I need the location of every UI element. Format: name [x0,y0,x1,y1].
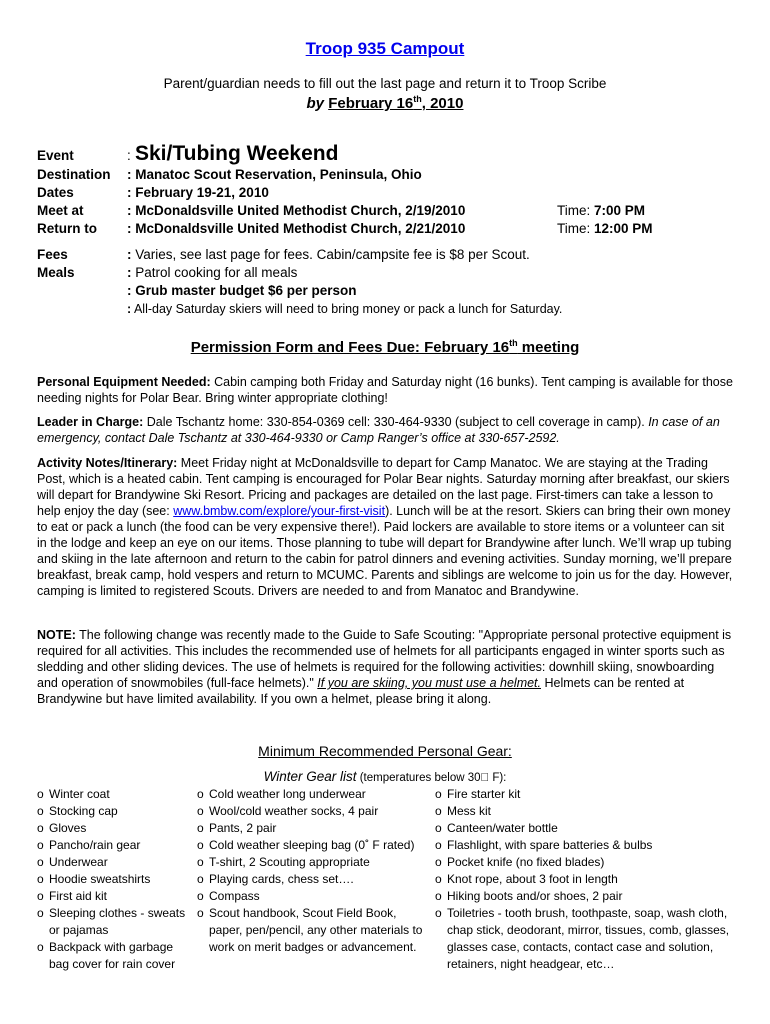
destination-key: Destination [37,167,111,182]
gear-item [435,854,730,871]
event-colon: : [127,148,131,163]
saturday-row [37,300,737,318]
winter-gear-note: (temperatures below 30  F): [356,772,507,784]
gear-item-text: Toiletries - tooth brush, toothpaste, soap, wash cloth, chap stick, deodorant, mirror, tissues, comb, glasses, glasses case, contacts, contact case and solution, retainers, night headgear, etc… [447,906,730,971]
gear-item [197,786,427,803]
bullet: o [435,855,442,869]
gear-item [37,786,187,803]
bullet: o [197,906,204,920]
event-value: Ski/Tubing Weekend [135,142,339,165]
meals-text: Patrol cooking for all meals [131,265,298,280]
gear-item-text: Mess kit [447,804,492,818]
gear-item-text: Scout handbook, Scout Field Book, paper, pen/pencil, any other materials to work on merit badges or advancement. [209,906,423,954]
gear-item [435,803,730,820]
gear-item-text: Backpack with garbage bag cover for rain cover [49,940,176,971]
gear-item-text: Wool/cold weather socks, 4 pair [209,804,379,818]
bullet: o [197,821,204,835]
gear-item [37,837,187,854]
due-by: by [306,95,325,112]
section-heading-sup: th [509,338,518,348]
return-time [557,220,653,238]
fees-row [37,246,737,264]
meals-colon: : [127,265,132,280]
event-key: Event [37,148,74,163]
activity-label: Activity Notes/Itinerary: [37,456,178,470]
helmet-requirement: If you are skiing, you must use a helmet. [317,676,541,690]
bullet: o [197,838,204,852]
gear-item-text: Gloves [49,821,87,835]
due-date-year: , 2010 [421,95,464,112]
note-label: NOTE: [37,628,76,642]
return-row [37,220,737,238]
section-heading-text: Permission Form and Fees Due: February 16 [190,339,510,356]
gear-item [197,803,427,820]
saturday-note [127,300,562,318]
bullet: o [435,838,442,852]
bullet: o [435,787,442,801]
note-text: The following change was recently made to the Guide to Safe Scouting: "Appropriate personal protective equipment is required for all activities. This includes the recommended use of helmets for all participants engaged in winter sports such as sledding and other sliding devices. The use of helmets is required for the following activities: downhill skiing, snowboarding and operation of snowmobiles (full-face helmets)." [37,628,732,690]
meet-key: Meet at [37,203,84,218]
gear-item-text: Compass [209,889,260,903]
destination-row [37,166,737,184]
return-value: : McDonaldsville United Methodist Church, 2/21/2010 [127,221,466,236]
event-row [37,142,737,166]
subtitle: Parent/guardian needs to fill out the last page and return it to Troop Scribe [163,76,607,91]
meet-time-label: Time: [557,203,594,218]
gear-item-text: Cold weather long underwear [209,787,366,801]
activity-text-continued: ). Lunch will be at the resort. Skiers can bring their own money to eat or pack a lunch (the food can be very expensive there!). Paid lockers are available to store items or a volunteer can sit in the lodge and keep an eye on our items. Those planning to tube will depart for Brandywine after lunch. We’ll wrap up tubing and skiing in the late afternoon and return to the cabin for patrol dinners and evening activities. Sunday morning, we’ll prepare breakfast, break camp, hold vespers and return to MCUMC. Parents and siblings are welcome to join us for the day. However, camping is limited to registered Scouts. Drivers are needed to and from Manatoc and Brandywine. [37,504,733,598]
bullet: o [37,804,44,818]
gear-item [197,820,427,837]
bullet: o [435,906,442,920]
fees-colon: : [127,247,132,262]
grub-row [37,282,737,300]
meet-time-value: 7:00 PM [594,203,646,218]
return-time-label: Time: [557,221,594,236]
gear-item-text: Pocket knife (no fixed blades) [447,855,605,869]
dates-row [37,184,737,202]
gear-column-1 [37,786,187,973]
return-key: Return to [37,221,97,236]
gear-item-text: Hiking boots and/or shoes, 2 pair [447,889,623,903]
note-tail: Helmets can be rented at Brandywine but have limited availability. If you own a helmet, please bring it along. [37,676,685,706]
gear-item [435,888,730,905]
gear-item [37,854,187,871]
leader-emergency: In case of an emergency, contact Dale Tschantz at 330-464-9330 or Camp Ranger’s office at 330-657-2592. [37,415,720,445]
note-paragraph [37,627,737,707]
gear-column-3 [435,786,730,973]
fees-key: Fees [37,247,68,262]
bullet: o [435,872,442,886]
bullet: o [37,787,44,801]
gear-item-text: Hoodie sweatshirts [49,872,151,886]
bullet: o [197,889,204,903]
section-heading-tail: meeting [517,339,580,356]
gear-item-text: Canteen/water bottle [447,821,558,835]
meals-key: Meals [37,265,75,280]
gear-item [435,837,730,854]
gear-item [435,871,730,888]
bullet: o [435,821,442,835]
bullet: o [37,872,44,886]
gear-item-text: Pants, 2 pair [209,821,277,835]
equipment-label: Personal Equipment Needed: [37,375,211,389]
fees-text: Varies, see last page for fees. Cabin/campsite fee is $8 per Scout. [131,247,530,262]
bullet: o [37,889,44,903]
grub-budget: : Grub master budget $6 per person [127,283,357,298]
gear-item [435,786,730,803]
bullet: o [435,889,442,903]
gear-item [435,820,730,837]
equipment-text: Cabin camping both Friday and Saturday night (16 bunks). Tent camping is available for those needing nights for Polar Bear. Bring winter appropriate clothing! [37,375,733,405]
meet-row [37,202,737,220]
gear-item [197,871,427,888]
document-title: Troop 935 Campout [305,39,465,58]
dates-key: Dates [37,185,74,200]
gear-item-text: Pancho/rain gear [49,838,141,852]
gear-item [37,939,187,973]
fees-value [127,246,530,264]
gear-item-text: First aid kit [49,889,108,903]
gear-item [197,837,427,854]
leader-text: Dale Tschantz home: 330-854-0369 cell: 330-464-9330 (subject to cell coverage in camp). [143,415,649,429]
brandywine-link[interactable]: www.bmbw.com/explore/your-first-visit [173,504,386,518]
section-heading [0,338,770,358]
gear-item [37,871,187,888]
bullet: o [37,855,44,869]
gear-item-text: Underwear [49,855,108,869]
gear-column-2 [197,786,427,956]
gear-item-text: Playing cards, chess set…. [209,872,354,886]
gear-item [197,905,427,956]
gear-item-text: Winter coat [49,787,110,801]
bullet: o [37,821,44,835]
gear-item-text: Sleeping clothes - sweats or pajamas [49,906,186,937]
saturday-text: All-day Saturday skiers will need to bring money or pack a lunch for Saturday. [131,302,563,316]
due-date [328,95,463,112]
bullet: o [435,804,442,818]
gear-item [435,905,730,973]
bullet: o [37,906,44,920]
leader-paragraph [37,414,737,446]
bullet: o [37,940,44,954]
gear-item [37,820,187,837]
gear-item [37,888,187,905]
leader-label: Leader in Charge: [37,415,144,429]
destination-value: : Manatoc Scout Reservation, Peninsula, Ohio [127,167,422,182]
bullet: o [197,855,204,869]
due-date-text: February 16 [328,95,414,112]
return-time-value: 12:00 PM [594,221,653,236]
due-date-sup: th [413,94,422,104]
bullet: o [37,838,44,852]
due-date-line [0,94,770,114]
gear-item [197,854,427,871]
winter-gear-list-label: Winter Gear list [263,769,357,784]
saturday-colon: : [127,302,132,316]
gear-item [37,803,187,820]
activity-paragraph [37,455,737,599]
gear-item-text: Flashlight, with spare batteries & bulbs [447,838,653,852]
bullet: o [197,787,204,801]
gear-item-text: Knot rope, about 3 foot in length [447,872,618,886]
gear-item [197,888,427,905]
gear-heading: Minimum Recommended Personal Gear: [258,743,512,759]
gear-item [37,905,187,939]
gear-item-text: Stocking cap [49,804,118,818]
gear-item-text: Cold weather sleeping bag (0˚ F rated) [209,838,415,852]
meet-value: : McDonaldsville United Methodist Church, 2/19/2010 [127,203,466,218]
gear-item-text: T-shirt, 2 Scouting appropriate [209,855,370,869]
meet-time [557,202,645,220]
dates-value: : February 19-21, 2010 [127,185,269,200]
gear-item-text: Fire starter kit [447,787,521,801]
bullet: o [197,872,204,886]
bullet: o [197,804,204,818]
meals-row [37,264,737,282]
winter-gear-subheading [0,768,770,787]
meals-value [127,264,297,282]
activity-text: Meet Friday night at McDonaldsville to depart for Camp Manatoc. We are staying at the Trading Post, which is a heated cabin. Tent camping is encouraged for Polar Bear nights. Saturday morning after breakfast, our skiers will depart for Brandywine Ski Resort. Pricing and packages are detailed on the last page. First-timers can take a lesson to help enjoy the day (see: [37,456,730,518]
equipment-paragraph [37,374,737,406]
